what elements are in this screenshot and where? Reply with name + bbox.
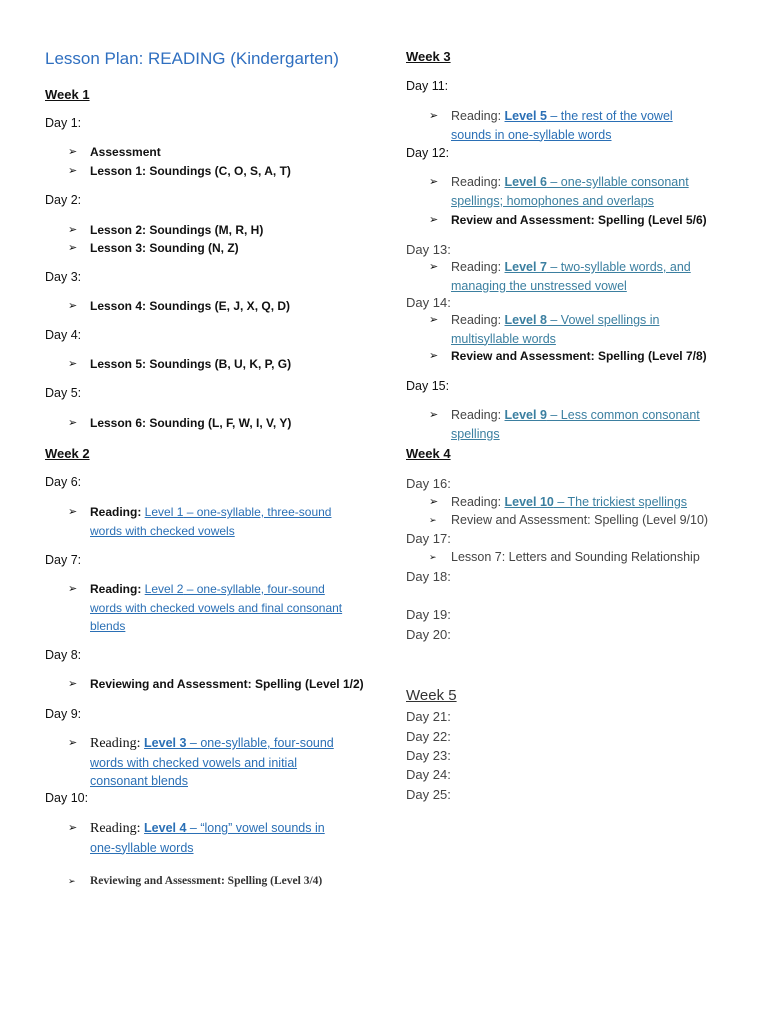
day-15-label: Day 15: — [406, 379, 450, 393]
arrow-bullet-icon: ➢ — [68, 224, 78, 236]
day-16-label: Day 16: — [406, 476, 451, 491]
page-title: Lesson Plan: READING (Kindergarten) — [45, 49, 339, 68]
day-2-label: Day 2: — [45, 193, 82, 207]
day-7-label: Day 7: — [45, 553, 82, 567]
list-item — [429, 107, 673, 144]
level-label: Level 6 — [504, 175, 547, 189]
list-item-text: Reviewing and Assessment: Spelling (Level 3/4) — [90, 875, 323, 887]
list-item — [429, 258, 691, 295]
day-14-label: Day 14: — [406, 295, 451, 310]
day-10-label: Day 10: — [45, 791, 89, 805]
list-item-text: Lesson 4: Soundings (E, J, X, Q, D) — [90, 299, 291, 313]
level-label: Level 1 — [144, 505, 184, 519]
link-text: one-syllable words — [90, 840, 194, 855]
list-item — [68, 819, 325, 857]
day-18-label: Day 18: — [406, 569, 451, 584]
list-item — [68, 872, 322, 891]
arrow-bullet-icon: ➢ — [68, 583, 78, 595]
list-item — [429, 493, 687, 512]
day-21-label: Day 21: — [406, 709, 451, 724]
list-item-text: Lesson 7: Letters and Sounding Relationship — [451, 550, 700, 564]
week-3-heading: Week 3 — [406, 49, 451, 64]
link-text: – Vowel spellings in — [546, 313, 660, 327]
link-text: – Less common consonant — [546, 408, 700, 422]
week-1-heading: Week 1 — [45, 87, 90, 102]
reading-prefix: Reading: — [451, 109, 505, 123]
arrow-bullet-icon: ➢ — [429, 176, 439, 188]
list-item — [429, 548, 700, 567]
list-item — [68, 221, 263, 240]
list-item — [68, 143, 161, 162]
link-text: – the rest of the vowel — [546, 109, 673, 123]
day-3-label: Day 3: — [45, 270, 82, 284]
day-13-label: Day 13: — [406, 242, 451, 257]
link-text: spellings; homophones and overlaps — [451, 193, 654, 208]
list-item-text: Assessment — [90, 145, 161, 159]
list-item — [429, 511, 708, 530]
reading-prefix: Reading: — [451, 313, 505, 327]
list-item — [68, 355, 291, 374]
link-text: spellings — [451, 426, 500, 441]
link-text: words with checked vowels and final consonant — [90, 600, 343, 615]
link-text: sounds in one-syllable words — [451, 127, 612, 142]
day-19-label: Day 19: — [406, 607, 451, 622]
link-text: – two-syllable words, and — [546, 260, 691, 274]
list-item — [68, 162, 291, 181]
level-label: Level 3 — [144, 736, 187, 750]
list-item — [68, 239, 239, 258]
day-20-label: Day 20: — [406, 627, 451, 642]
arrow-bullet-icon: ➢ — [429, 552, 437, 562]
list-item-text: Review and Assessment: Spelling (Level 9/10) — [451, 513, 709, 527]
arrow-bullet-icon: ➢ — [429, 110, 439, 122]
link-text: words with checked vowels — [90, 523, 235, 538]
list-item — [68, 734, 334, 791]
level-10-link[interactable] — [505, 495, 688, 509]
day-4-label: Day 4: — [45, 328, 82, 342]
arrow-bullet-icon: ➢ — [68, 242, 78, 254]
arrow-bullet-icon: ➢ — [68, 358, 78, 370]
link-text: – one-syllable consonant — [546, 175, 689, 189]
reading-prefix: Reading: — [90, 582, 145, 596]
arrow-bullet-icon: ➢ — [429, 214, 439, 226]
list-item — [68, 297, 290, 316]
level-label: Level 10 — [504, 495, 554, 509]
day-22-label: Day 22: — [406, 729, 451, 744]
list-item-text: Lesson 3: Sounding (N, Z) — [90, 241, 239, 255]
arrow-bullet-icon: ➢ — [68, 146, 78, 158]
arrow-bullet-icon: ➢ — [68, 737, 78, 749]
list-item — [68, 675, 364, 694]
day-12-label: Day 12: — [406, 146, 450, 160]
list-item-text: Lesson 5: Soundings (B, U, K, P, G) — [90, 357, 292, 371]
reading-prefix: Reading: — [90, 505, 145, 519]
day-17-label: Day 17: — [406, 531, 451, 546]
level-label: Level 7 — [504, 260, 547, 274]
day-5-label: Day 5: — [45, 386, 82, 400]
week-2-heading: Week 2 — [45, 446, 90, 461]
arrow-bullet-icon: ➢ — [68, 876, 76, 886]
list-item — [68, 414, 291, 433]
arrow-bullet-icon: ➢ — [429, 409, 439, 421]
list-item — [68, 503, 331, 540]
list-item-text: Lesson 2: Soundings (M, R, H) — [90, 223, 264, 237]
day-25-label: Day 25: — [406, 787, 451, 802]
level-label: Level 8 — [504, 313, 547, 327]
arrow-bullet-icon: ➢ — [429, 350, 439, 362]
link-text: – The trickiest spellings — [553, 495, 688, 509]
arrow-bullet-icon: ➢ — [68, 300, 78, 312]
arrow-bullet-icon: ➢ — [68, 165, 78, 177]
list-item-text: Lesson 6: Sounding (L, F, W, I, V, Y) — [90, 416, 292, 430]
arrow-bullet-icon: ➢ — [68, 822, 78, 834]
list-item — [429, 347, 707, 366]
link-text: – “long” vowel sounds in — [186, 821, 325, 835]
list-item-text: Lesson 1: Soundings (C, O, S, A, T) — [90, 164, 291, 178]
level-label: Level 9 — [504, 408, 547, 422]
link-text: blends — [90, 619, 126, 633]
day-11-label: Day 11: — [406, 79, 449, 93]
arrow-bullet-icon: ➢ — [68, 506, 78, 518]
reading-prefix: Reading: — [90, 736, 145, 751]
link-text: – one-syllable, three-sound — [183, 505, 332, 519]
list-item-text: Review and Assessment: Spelling (Level 7/8) — [451, 349, 707, 363]
day-8-label: Day 8: — [45, 648, 82, 662]
list-item — [429, 311, 659, 348]
link-text: – one-syllable, four-sound — [183, 582, 325, 596]
level-label: Level 2 — [144, 582, 184, 596]
arrow-bullet-icon: ➢ — [429, 496, 439, 508]
reading-prefix: Reading: — [90, 821, 145, 836]
list-item — [429, 406, 700, 443]
arrow-bullet-icon: ➢ — [429, 261, 439, 273]
day-6-label: Day 6: — [45, 475, 82, 489]
arrow-bullet-icon: ➢ — [68, 417, 78, 429]
reading-prefix: Reading: — [451, 408, 505, 422]
reading-prefix: Reading: — [451, 260, 505, 274]
link-text: multisyllable words — [451, 331, 556, 346]
day-23-label: Day 23: — [406, 748, 451, 763]
day-24-label: Day 24: — [406, 767, 451, 782]
level-label: Level 4 — [144, 821, 187, 835]
day-9-label: Day 9: — [45, 707, 82, 721]
link-text: managing the unstressed vowel — [451, 278, 627, 293]
list-item — [429, 211, 707, 230]
week-4-heading: Week 4 — [406, 446, 451, 461]
reading-prefix: Reading: — [451, 495, 505, 509]
arrow-bullet-icon: ➢ — [429, 314, 439, 326]
link-text: words with checked vowels and initial — [90, 755, 298, 770]
reading-prefix: Reading: — [451, 175, 505, 189]
arrow-bullet-icon: ➢ — [68, 678, 78, 690]
link-text: consonant blends — [90, 774, 188, 788]
list-item-text: Reviewing and Assessment: Spelling (Level 1/2) — [90, 677, 364, 691]
list-item — [68, 580, 342, 636]
list-item — [429, 173, 689, 210]
list-item-text: Review and Assessment: Spelling (Level 5/6) — [451, 213, 707, 227]
week-5-heading: Week 5 — [406, 687, 457, 704]
link-text: – one-syllable, four-sound — [186, 736, 334, 750]
level-label: Level 5 — [504, 109, 547, 123]
day-1-label: Day 1: — [45, 116, 82, 130]
arrow-bullet-icon: ➢ — [429, 515, 437, 525]
